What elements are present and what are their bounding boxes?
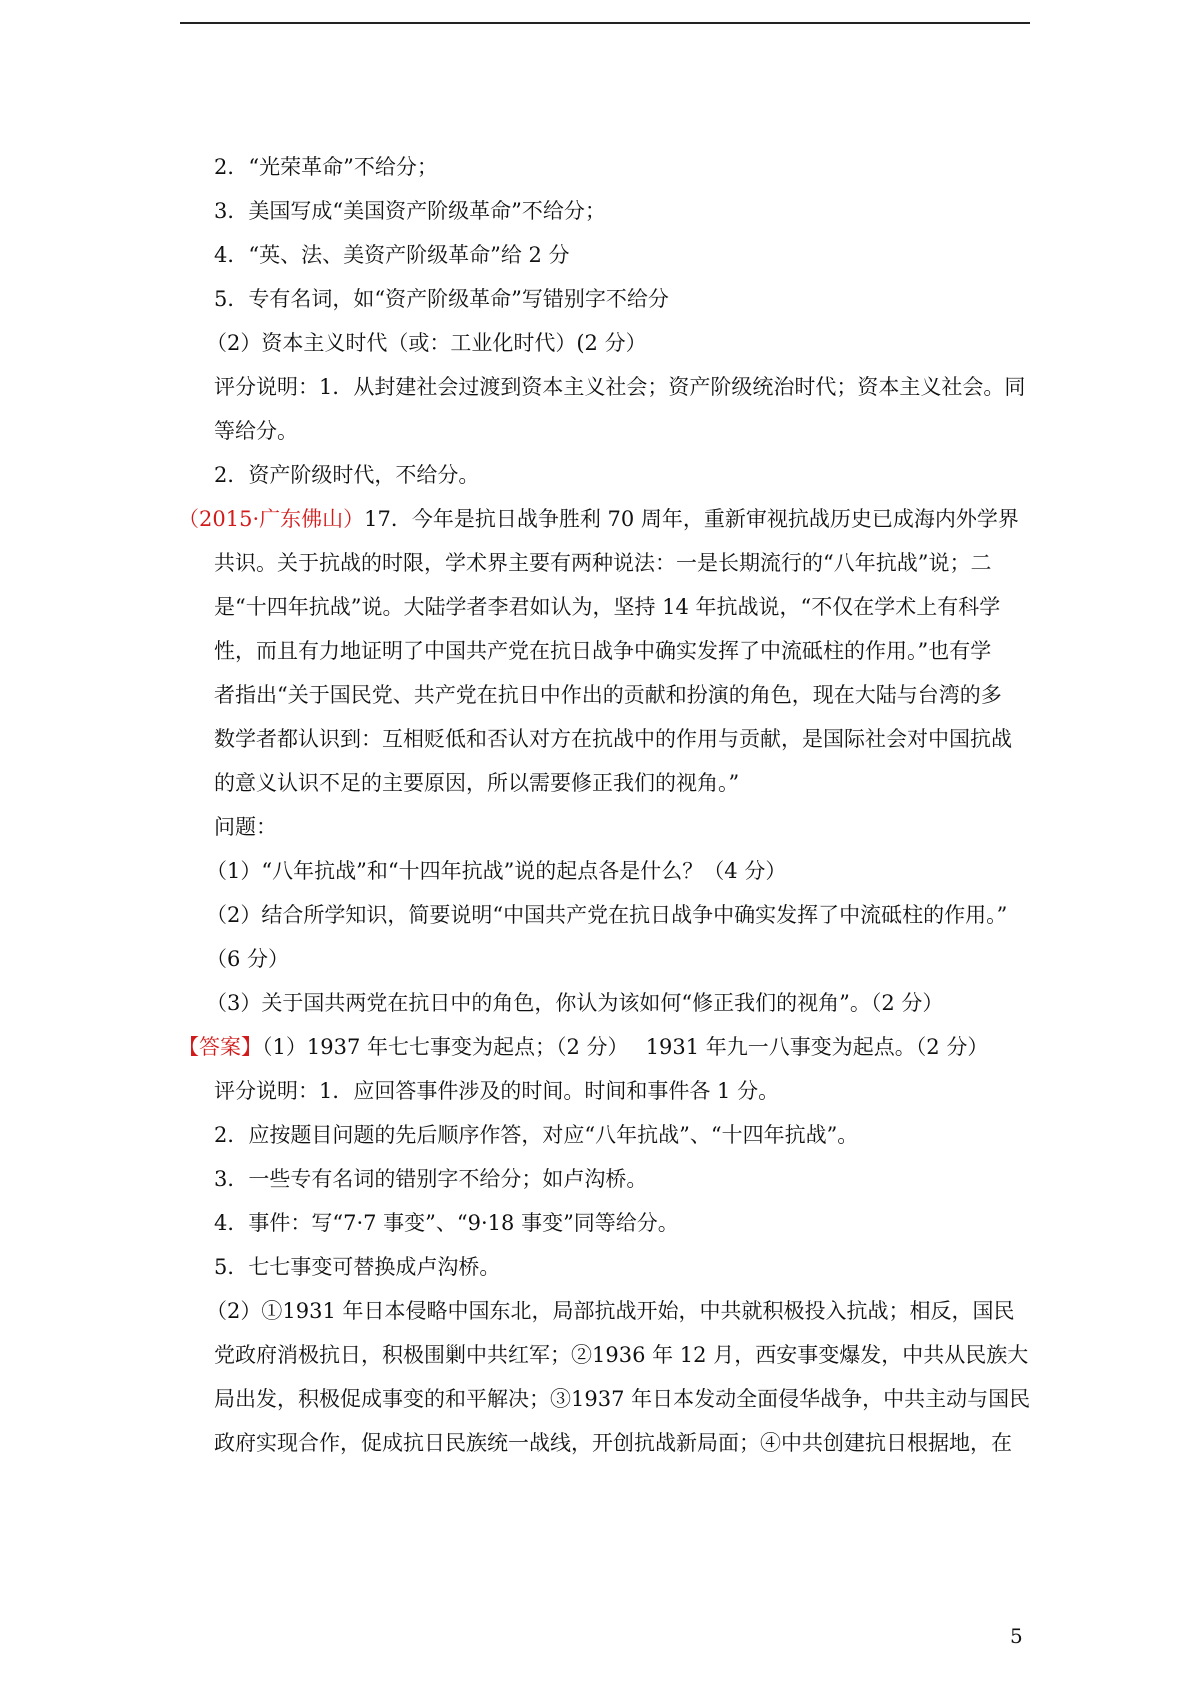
text-line: 5．七七事变可替换成卢沟桥。 <box>214 1255 501 1279</box>
text-line: 等给分。 <box>214 419 298 443</box>
text-line: 2．资产阶级时代，不给分。 <box>214 463 480 487</box>
text-line: 者指出“关于国民党、共产党在抗日中作出的贡献和扮演的角色，现在大陆与台湾的多 <box>214 683 1002 707</box>
text-line: 局出发，积极促成事变的和平解决；③1937 年日本发动全面侵华战争，中共主动与国民 <box>214 1387 1031 1411</box>
text-line: 党政府消极抗日，积极围剿中共红军；②1936 年 12 月，西安事变爆发，中共从民族大 <box>214 1343 1029 1367</box>
text-line: 问题： <box>214 815 277 839</box>
text-line: （2）结合所学知识，简要说明“中国共产党在抗日战争中确实发挥了中流砥柱的作用。” <box>206 903 1008 927</box>
text-line: （2）资本主义时代（或：工业化时代）(2 分） <box>206 331 647 355</box>
text-line: 5．专有名词，如“资产阶级革命”写错别字不给分 <box>214 287 669 311</box>
text-line: 2．应按题目问题的先后顺序作答，对应“八年抗战”、“十四年抗战”。 <box>214 1123 859 1147</box>
text-line: （1）1937 年七七事变为起点；（2 分） 1931 年九一八事变为起点。（2 分） <box>262 1035 989 1059</box>
text-line: 评分说明：1．从封建社会过渡到资本主义社会；资产阶级统治时代；资本主义社会。同 <box>214 375 1026 399</box>
source-tag: （2015·广东佛山） <box>178 507 365 531</box>
text-line: 4．事件：写“7·7 事变”、“9·18 事变”同等给分。 <box>214 1211 679 1235</box>
text-line: 政府实现合作，促成抗日民族统一战线，开创抗战新局面；④中共创建抗日根据地，在 <box>214 1431 1012 1455</box>
text-line: （2）①1931 年日本侵略中国东北，局部抗战开始，中共就积极投入抗战；相反，国民 <box>206 1299 1015 1323</box>
text-line: 是“十四年抗战”说。大陆学者李君如认为，坚持 14 年抗战说，“不仅在学术上有科学 <box>214 595 1001 619</box>
text-line: 2．“光荣革命”不给分； <box>214 155 438 179</box>
answer-tag: 【答案】 <box>178 1035 262 1059</box>
page-number: 5 <box>1010 1624 1023 1648</box>
text-line: 3．一些专有名词的错别字不给分；如卢沟桥。 <box>214 1167 648 1191</box>
text-line: 4．“英、法、美资产阶级革命”给 2 分 <box>214 243 570 267</box>
text-line: 17．今年是抗日战争胜利 70 周年，重新审视抗战历史已成海内外学界 <box>364 507 1019 531</box>
text-line: （3）关于国共两党在抗日中的角色，你认为该如何“修正我们的视角”。（2 分） <box>206 991 944 1015</box>
text-line: 3．美国写成“美国资产阶级革命”不给分； <box>214 199 606 223</box>
header-rule <box>180 22 1030 24</box>
text-line: 的意义认识不足的主要原因，所以需要修正我们的视角。” <box>214 771 740 795</box>
text-line: 共识。关于抗战的时限，学术界主要有两种说法：一是长期流行的“八年抗战”说；二 <box>214 551 992 575</box>
text-line: 性，而且有力地证明了中国共产党在抗日战争中确实发挥了中流砥柱的作用。”也有学 <box>214 639 992 663</box>
question-17-first-line <box>178 504 1019 534</box>
text-line: （1）“八年抗战”和“十四年抗战”说的起点各是什么？（4 分） <box>206 859 787 883</box>
text-line: 评分说明：1．应回答事件涉及的时间。时间和事件各 1 分。 <box>214 1079 780 1103</box>
text-line: 数学者都认识到：互相贬低和否认对方在抗战中的作用与贡献，是国际社会对中国抗战 <box>214 727 1012 751</box>
answer-first-line <box>178 1032 988 1062</box>
text-line: （6 分） <box>206 947 290 971</box>
